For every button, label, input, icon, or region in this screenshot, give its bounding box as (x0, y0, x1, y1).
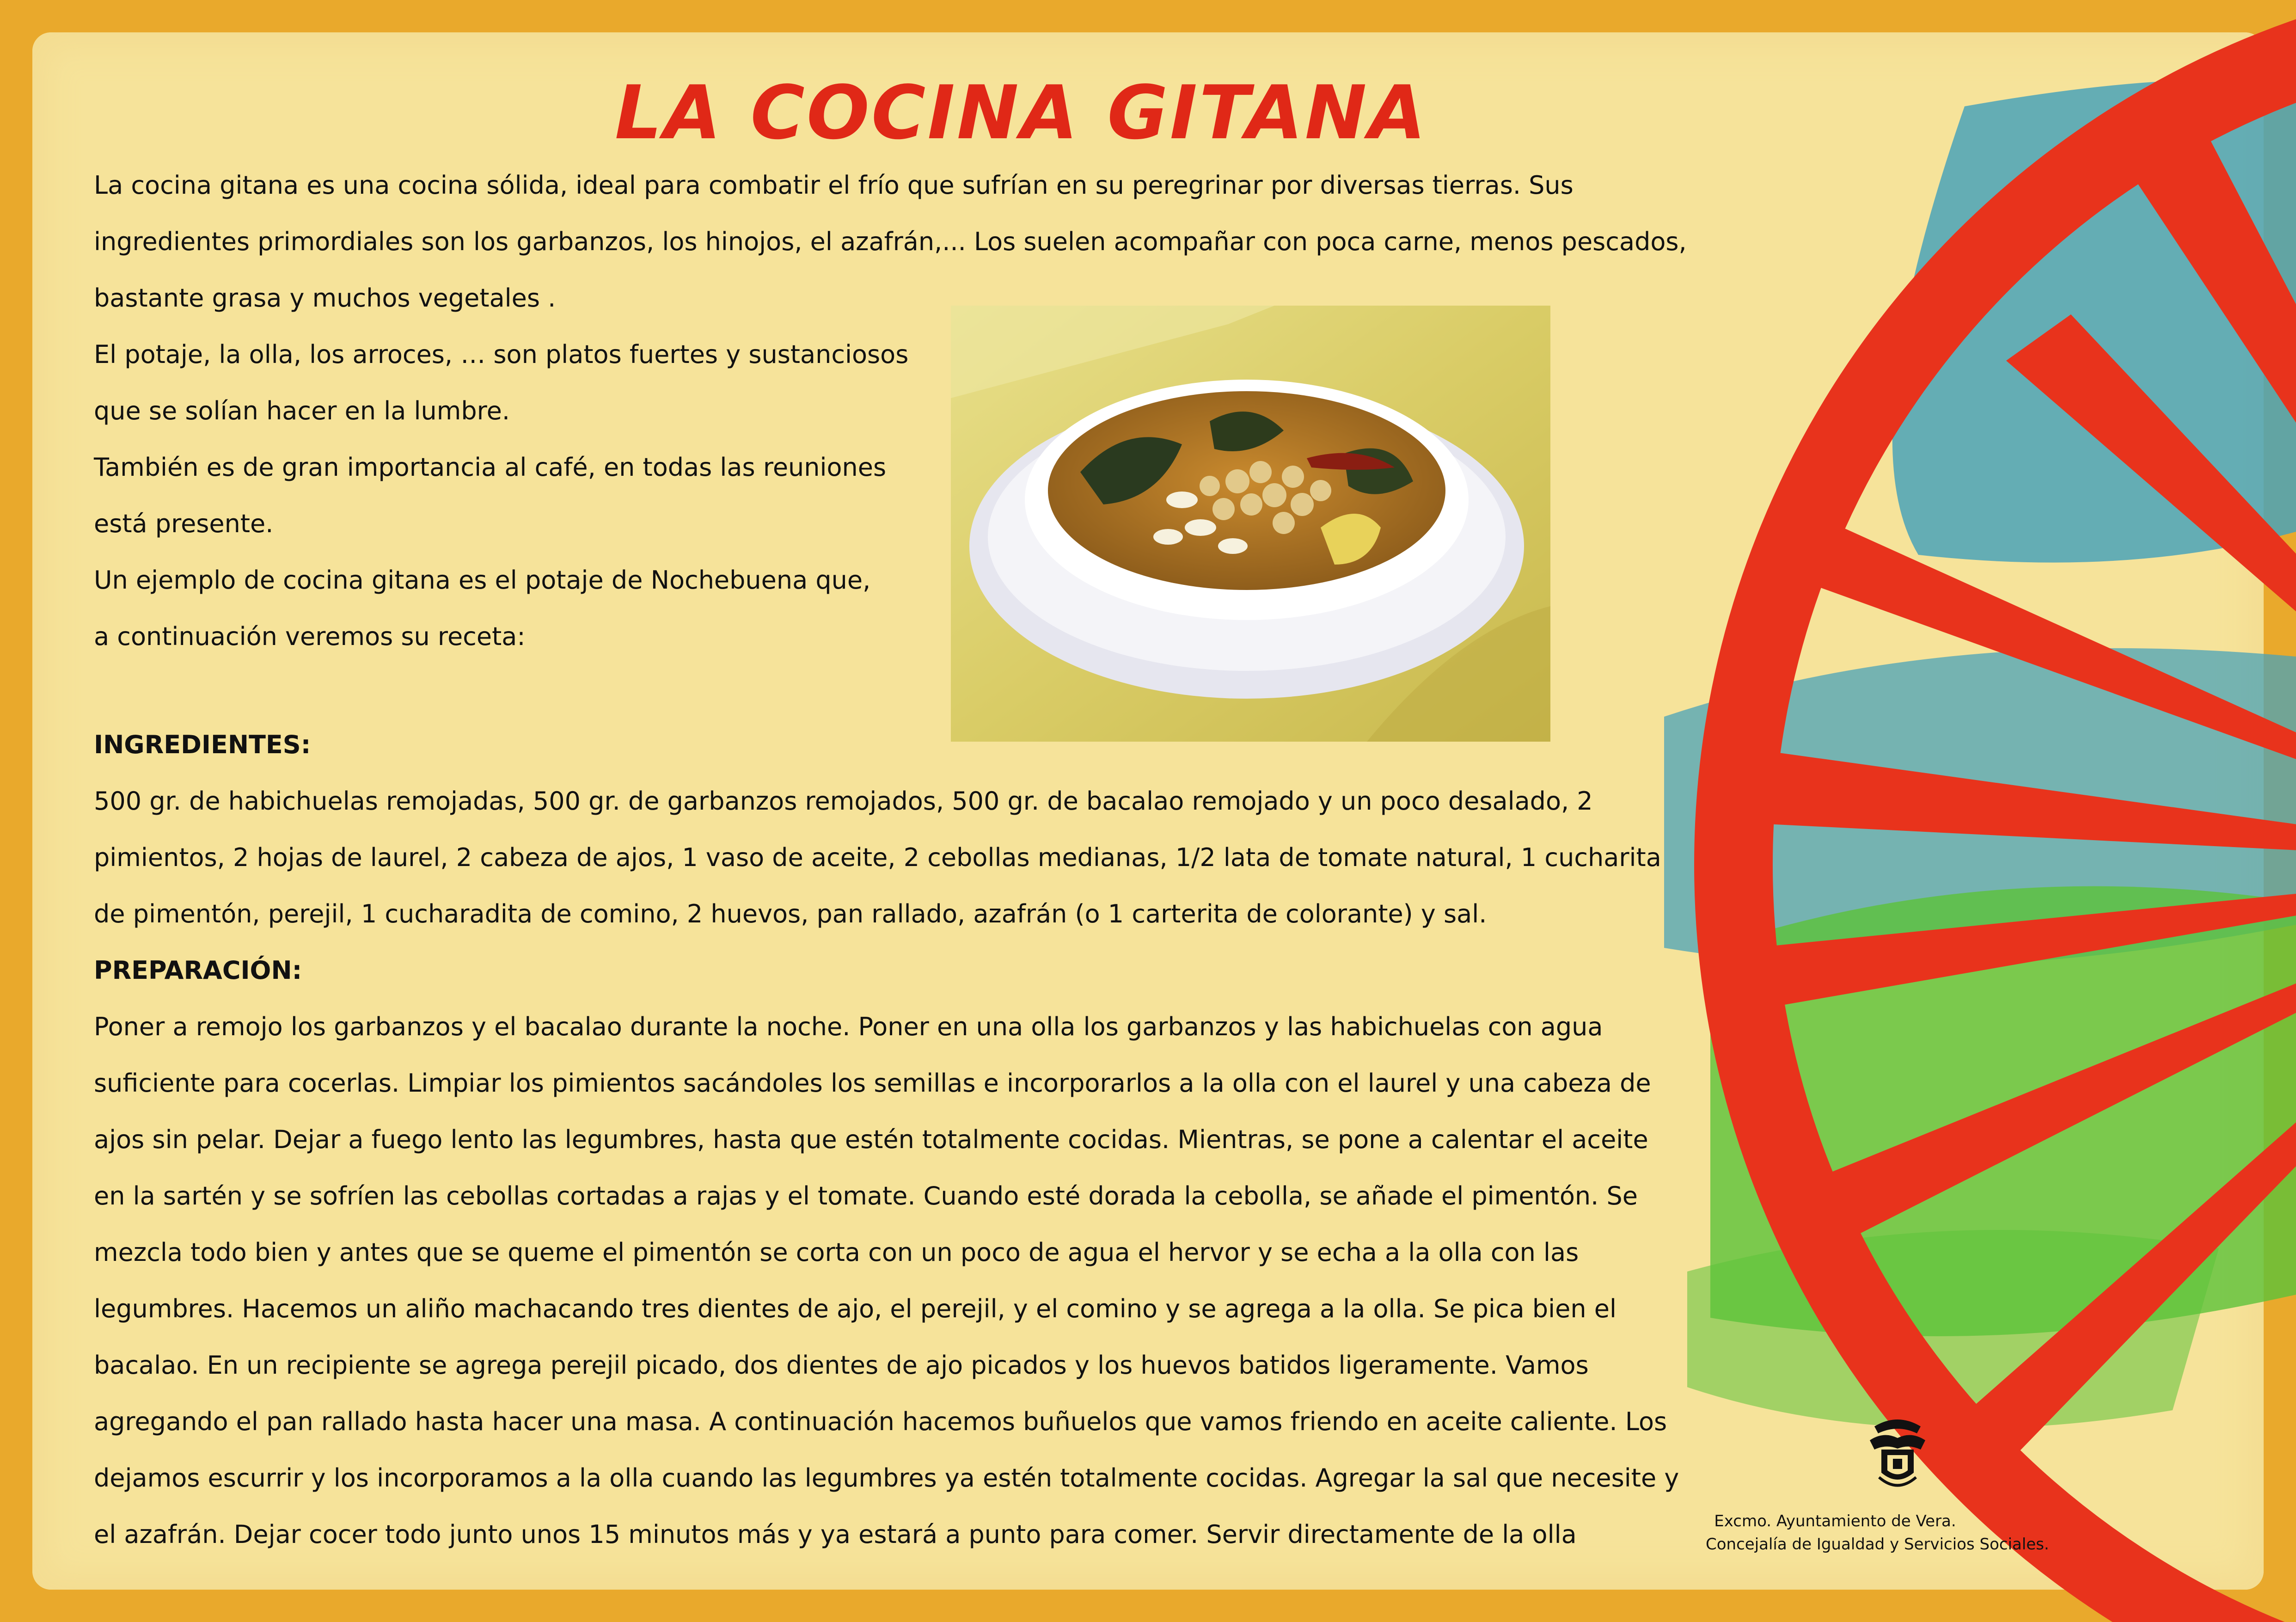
ingredients-line: 500 gr. de habichuelas remojadas, 500 gr. de garbanzos remojados, 500 gr. de bacalao remojado y un poco desalado, 2 (94, 786, 1593, 816)
preparation-line: ajos sin pelar. Dejar a fuego lento las legumbres, hasta que estén totalmente cocidas. Mientras, se pone a calentar el aceite (94, 1125, 1648, 1154)
preparation-line: bacalao. En un recipiente se agrega perejil picado, dos dientes de ajo picados y los huevos batidos ligeramente. Vamos (94, 1351, 1589, 1380)
preparation-line: Poner a remojo los garbanzos y el bacalao durante la noche. Poner en una olla los garbanzos y las habichuelas con agua (94, 1012, 1603, 1041)
preparation-line: el azafrán. Dejar cocer todo junto unos 15 minutos más y ya estará a punto para comer. Servir directamente de la olla (94, 1520, 1577, 1549)
credit-line-2: Concejalía de Igualdad y Servicios Sociales. (1706, 1535, 2049, 1554)
intro-line: El potaje, la olla, los arroces, … son platos fuertes y sustanciosos (94, 340, 909, 369)
potaje-bowl-photo (951, 306, 1550, 742)
credit-line-1: Excmo. Ayuntamiento de Vera. (1714, 1512, 1956, 1530)
preparation-line: suficiente para cocerlas. Limpiar los pimientos sacándoles los semillas e incorporarlos a la olla con el laurel y una cabeza de (94, 1069, 1651, 1098)
intro-line: a continuación veremos su receta: (94, 622, 526, 651)
page-title: LA COCINA GITANA (615, 69, 1428, 156)
intro-line: También es de gran importancia al café, en todas las reuniones (94, 453, 887, 482)
intro-line: ingredientes primordiales son los garbanzos, los hinojos, el azafrán,... Los suelen acompañar con poca carne, menos pescados, (94, 227, 1687, 256)
ingredients-line: pimientos, 2 hojas de laurel, 2 cabeza de ajos, 1 vaso de aceite, 2 cebollas medianas, 1/2 lata de tomate natural, 1 cucharita (94, 843, 1661, 872)
intro-line: Un ejemplo de cocina gitana es el potaje de Nochebuena que, (94, 565, 871, 595)
preparation-line: mezcla todo bien y antes que se queme el pimentón se corta con un poco de agua el hervor y se echa a la olla con las (94, 1238, 1579, 1267)
ingredients-section (94, 717, 1679, 1563)
coat-of-arms-icon (1865, 1413, 1930, 1491)
preparation-line: dejamos escurrir y los incorporamos a la olla cuando las legumbres ya estén totalmente cocidas. Agregar la sal que necesite y (94, 1463, 1679, 1493)
intro-line: La cocina gitana es una cocina sólida, ideal para combatir el frío que sufrían en su peregrinar por diversas tierras. Sus (94, 171, 1574, 200)
preparation-line: agregando el pan rallado hasta hacer una masa. A continuación hacemos buñuelos que vamos friendo en aceite caliente. Los (94, 1407, 1667, 1436)
intro-line: está presente. (94, 509, 274, 538)
intro-line: bastante grasa y muchos vegetales . (94, 283, 556, 313)
intro-line: que se solían hacer en la lumbre. (94, 396, 510, 425)
preparation-line: legumbres. Hacemos un aliño machacando tres dientes de ajo, el perejil, y el comino y se agrega a la olla. Se pica bien el (94, 1294, 1616, 1323)
credit-block (1706, 1510, 2049, 1556)
ingredients-line: de pimentón, perejil, 1 cucharadita de comino, 2 huevos, pan rallado, azafrán (o 1 carterita de colorante) y sal. (94, 899, 1487, 928)
ingredients-heading: INGREDIENTES: (94, 730, 311, 759)
preparation-heading: PREPARACIÓN: (94, 956, 302, 985)
preparation-line: en la sartén y se sofríen las cebollas cortadas a rajas y el tomate. Cuando esté dorada la cebolla, se añade el pimentón. Se (94, 1181, 1638, 1210)
